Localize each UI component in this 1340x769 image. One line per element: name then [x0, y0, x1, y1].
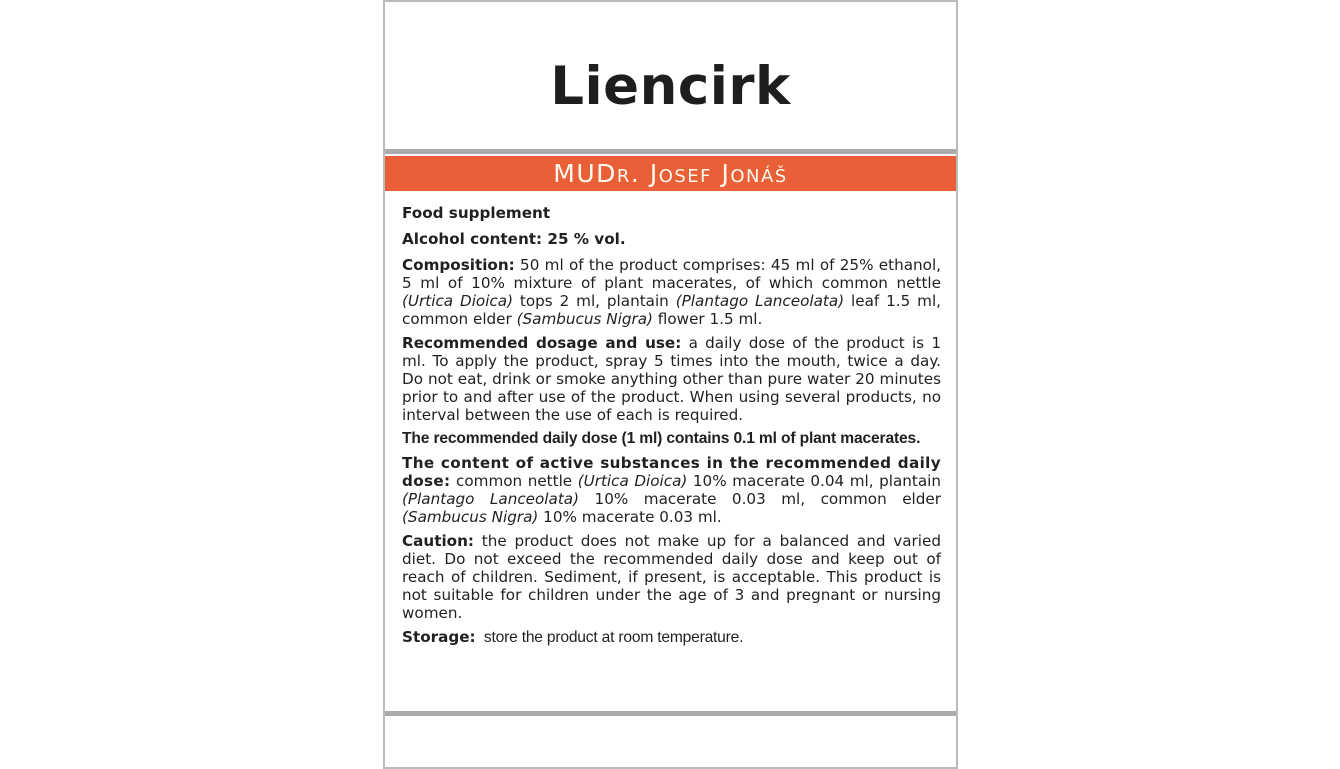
- storage-section: [402, 628, 941, 647]
- caution-heading: Caution:: [402, 532, 474, 550]
- caution-section: [402, 532, 941, 622]
- active-substances-text: 10% macerate 0.03 ml, common elder: [579, 490, 942, 508]
- composition-section: [402, 256, 941, 328]
- caution-text: the product does not make up for a balanced and varied diet. Do not exceed the recommended daily dose and keep out of reach of children. Sediment, if present, is acceptable. This product is not suitable for children under the age of 3 and pregnant or nursing women.: [402, 532, 941, 622]
- product-label: [383, 0, 958, 769]
- bottom-divider-bar: [385, 711, 956, 716]
- composition-heading: Composition:: [402, 256, 515, 274]
- composition-text: tops 2 ml, plantain: [513, 292, 676, 310]
- dosage-section: [402, 334, 941, 424]
- daily-dose-note: The recommended daily dose (1 ml) contains 0.1 ml of plant macerates.: [402, 430, 921, 447]
- active-substances-text: 10% macerate 0.03 ml.: [538, 508, 722, 526]
- latin-name: (Plantago Lanceolata): [402, 490, 580, 508]
- active-substances-text: 10% macerate 0.04 ml, plantain: [687, 472, 941, 490]
- dosage-heading: Recommended dosage and use:: [402, 334, 682, 352]
- top-divider-bar: [385, 149, 956, 154]
- dosage-text: a daily dose of the product is 1 ml. To apply the product, spray 5 times into the mouth, twice a day. Do not eat, drink or smoke anything other than pure water 20 minutes prior to and after use of the product. When using several products, no interval between the use of each is required.: [402, 334, 941, 424]
- active-substances-text: common nettle: [450, 472, 578, 490]
- label-content: [402, 204, 941, 653]
- storage-text: store the product at room temperature.: [475, 629, 744, 646]
- composition-text: 50 ml of the product comprises: 45 ml of 25% ethanol, 5 ml of 10% mixture of plant macerates, of which common nettle: [402, 256, 941, 292]
- latin-name: (Urtica Dioica): [577, 472, 688, 490]
- composition-text: flower 1.5 ml.: [652, 310, 763, 328]
- active-substances-section: [402, 454, 941, 526]
- alcohol-content: Alcohol content: 25 % vol.: [402, 230, 626, 248]
- latin-name: (Sambucus Nigra): [516, 310, 653, 328]
- brand-band: [385, 156, 956, 191]
- active-substances-heading: The content of active substances in the recommended daily dose:: [402, 454, 941, 490]
- brand-name: MUDr. Josef Jonáš: [553, 159, 788, 188]
- storage-heading: Storage:: [402, 628, 476, 646]
- product-title: Liencirk: [550, 56, 791, 117]
- composition-text: leaf 1.5 ml, common elder: [402, 292, 942, 328]
- latin-name: (Plantago Lanceolata): [675, 292, 845, 310]
- latin-name: (Urtica Dioica): [402, 292, 514, 310]
- latin-name: (Sambucus Nigra): [402, 508, 539, 526]
- product-type: Food supplement: [402, 204, 551, 222]
